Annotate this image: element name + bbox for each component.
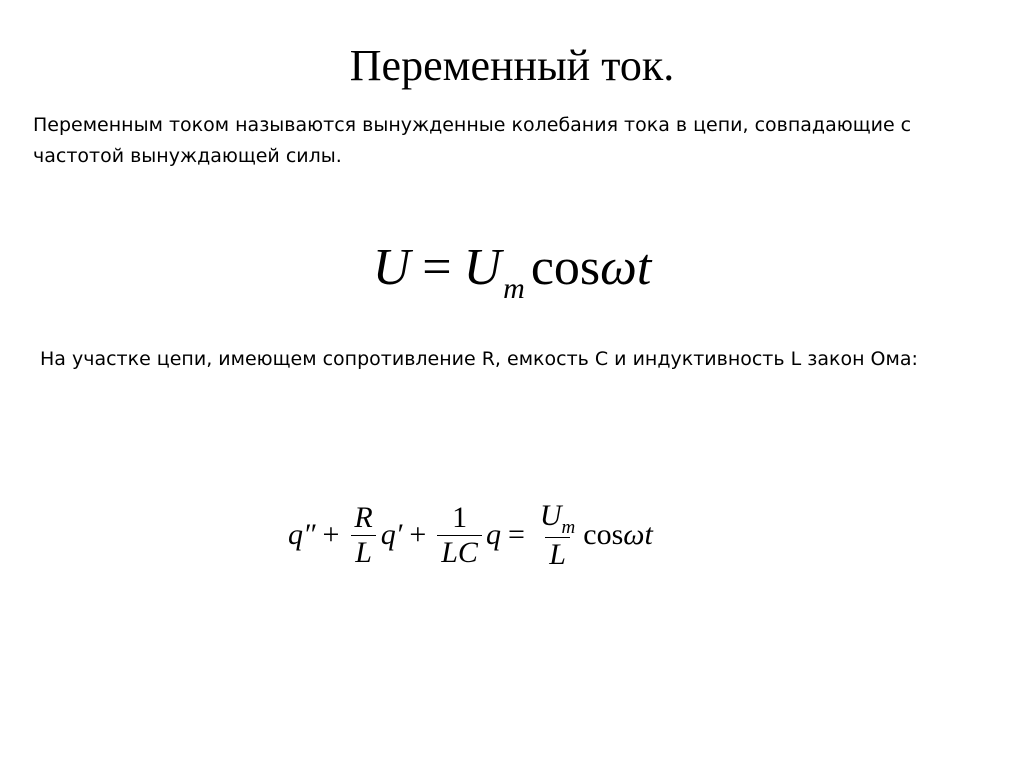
fraction-denominator: L (545, 537, 570, 572)
equals-sign: = (507, 518, 525, 551)
plus-sign-2: + (409, 518, 427, 551)
plus-sign-1: + (322, 518, 340, 551)
fraction-numerator (536, 499, 579, 537)
fraction-numerator: 1 (452, 500, 468, 534)
amplitude-symbol: U (539, 498, 562, 532)
slide-title: Переменный ток. (349, 41, 675, 90)
amplitude-symbol: U (463, 239, 502, 296)
fraction-r-over-l (350, 501, 376, 570)
ohm-law-paragraph: На участке цепи, имеющем сопротивление R, емкость C и индуктивность L закон Ома: (40, 348, 918, 370)
omega-t: ωt (623, 518, 653, 551)
fraction-denominator: L (351, 535, 376, 570)
fraction-um-over-l (536, 499, 579, 572)
amplitude-subscript: m (561, 516, 576, 538)
amplitude-subscript: m (503, 272, 525, 305)
fraction-denominator: LC (437, 535, 482, 570)
equals-sign: = (422, 239, 452, 296)
omega-t: ωt (600, 239, 652, 296)
cos-function: cos (530, 239, 601, 296)
charge-equation (288, 495, 653, 575)
q-second-derivative: q″ (288, 518, 316, 551)
cos-function: cos (583, 518, 624, 551)
q-charge: q (485, 518, 501, 551)
voltage-symbol: U (372, 239, 411, 296)
fraction-one-over-lc (437, 501, 482, 570)
q-first-derivative: q′ (380, 518, 403, 551)
fraction-numerator: R (354, 500, 373, 534)
voltage-formula (0, 233, 1024, 310)
definition-paragraph: Переменным током называются вынужденные колебания тока в цепи, совпадающие с частотой вынуждающей силы. (33, 114, 912, 167)
